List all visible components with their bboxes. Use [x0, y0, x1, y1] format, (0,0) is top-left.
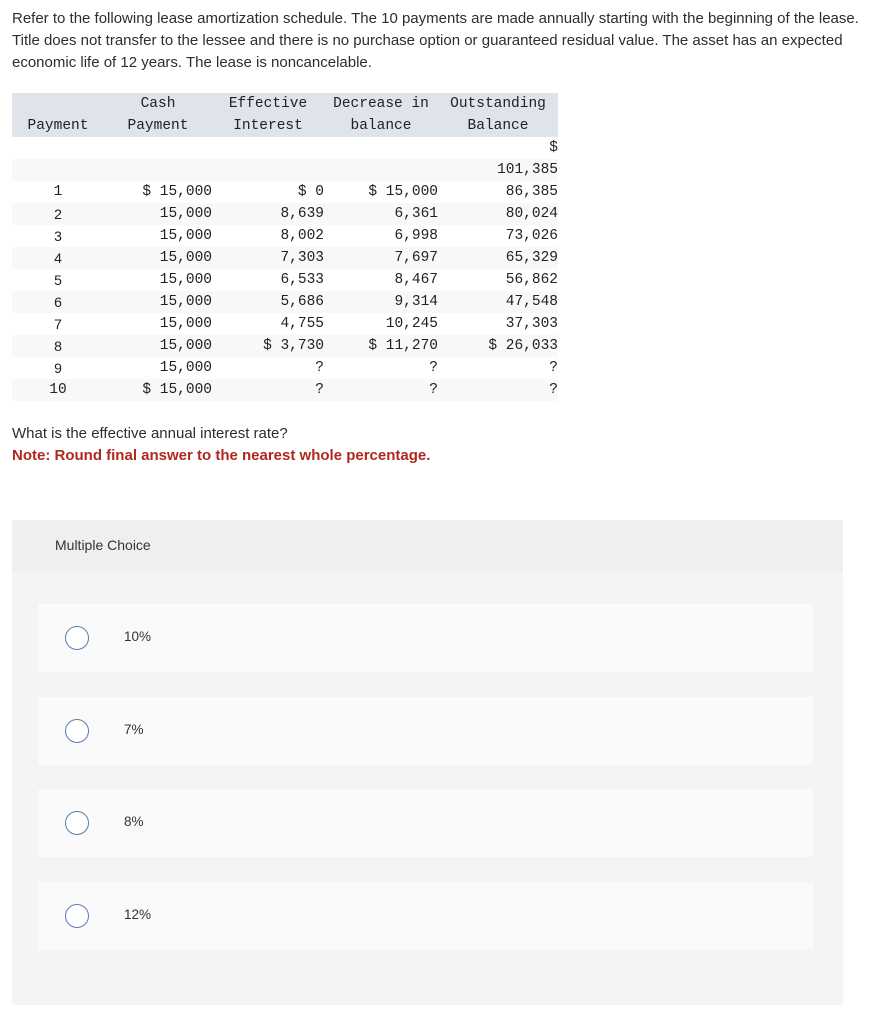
cell-cash: 15,000	[159, 206, 212, 222]
cell-interest: ?	[315, 382, 324, 398]
table-row	[12, 269, 558, 291]
cell-balance: 73,026	[505, 228, 558, 244]
cell-balance: 86,385	[505, 184, 558, 200]
cell-interest: $ 0	[297, 184, 324, 200]
cell-payment: 4	[54, 250, 62, 266]
cell-interest: $ 3,730	[263, 338, 324, 354]
choice-option-3[interactable]	[38, 789, 813, 857]
choice-option-4[interactable]	[38, 882, 813, 950]
table-row	[12, 335, 558, 357]
multiple-choice-title: Multiple Choice	[55, 537, 151, 553]
cell-payment: 6	[54, 294, 62, 310]
cell-balance: 101,385	[497, 162, 558, 178]
header-balance-line2: Balance	[467, 118, 529, 134]
radio-button[interactable]	[65, 719, 89, 743]
header-interest-line1: Effective	[228, 96, 308, 112]
cell-decrease: 7,697	[394, 250, 438, 266]
cell-interest: 8,639	[280, 206, 324, 222]
cell-payment: 9	[54, 360, 62, 376]
cell-cash	[104, 137, 212, 159]
cell-decrease: $ 11,270	[368, 338, 438, 354]
cell-balance: 37,303	[505, 316, 558, 332]
table-row	[12, 357, 558, 379]
choice-label: 7%	[124, 722, 144, 737]
cell-interest: 7,303	[280, 250, 324, 266]
cell-balance: 80,024	[505, 206, 558, 222]
table-row	[12, 203, 558, 225]
cell-cash: $ 15,000	[142, 184, 212, 200]
choice-option-2[interactable]	[38, 697, 813, 765]
cell-interest	[212, 159, 324, 181]
table-row	[12, 225, 558, 247]
table-row	[12, 137, 558, 159]
cell-decrease: ?	[429, 360, 438, 376]
header-interest-line2: Interest	[233, 118, 303, 134]
cell-cash: 15,000	[159, 294, 212, 310]
radio-button[interactable]	[65, 626, 89, 650]
cell-payment: 3	[54, 228, 62, 244]
multiple-choice-header	[12, 520, 843, 571]
table-row	[12, 181, 558, 203]
cell-interest: 4,755	[280, 316, 324, 332]
choice-option-1[interactable]	[38, 604, 813, 672]
rounding-note: Note: Round final answer to the nearest whole percentage.	[12, 447, 431, 464]
cell-cash: 15,000	[159, 272, 212, 288]
cell-payment: 5	[54, 272, 62, 288]
cell-payment	[12, 159, 104, 181]
cell-cash: 15,000	[159, 360, 212, 376]
cell-cash: 15,000	[159, 250, 212, 266]
cell-cash: $ 15,000	[142, 382, 212, 398]
header-payment-line1	[12, 93, 104, 115]
cell-cash: 15,000	[159, 316, 212, 332]
cell-balance: 65,329	[505, 250, 558, 266]
schedule-body	[12, 137, 558, 401]
cell-decrease	[324, 137, 438, 159]
choice-label: 10%	[124, 629, 152, 644]
cell-decrease: 6,998	[394, 228, 438, 244]
cell-balance: ?	[549, 360, 558, 376]
cell-balance: ?	[549, 382, 558, 398]
cell-decrease: 9,314	[394, 294, 438, 310]
table-row	[12, 159, 558, 181]
table-header-row-1	[12, 93, 558, 115]
header-payment-line2: Payment	[27, 118, 89, 134]
cell-payment: 2	[54, 206, 62, 222]
cell-cash: 15,000	[159, 228, 212, 244]
header-cash-line1: Cash	[140, 96, 176, 112]
radio-button[interactable]	[65, 904, 89, 928]
cell-decrease	[324, 159, 438, 181]
cell-interest: ?	[315, 360, 324, 376]
cell-decrease: 6,361	[394, 206, 438, 222]
choice-label: 12%	[124, 907, 152, 922]
header-balance-line1: Outstanding	[450, 96, 546, 112]
cell-decrease: ?	[429, 382, 438, 398]
cell-cash: 15,000	[159, 338, 212, 354]
table-row	[12, 379, 558, 401]
cell-cash	[104, 159, 212, 181]
cell-payment: 1	[53, 184, 63, 200]
header-cash-line2: Payment	[127, 118, 189, 134]
cell-balance: 47,548	[505, 294, 558, 310]
cell-balance: $	[549, 140, 558, 156]
choice-label: 8%	[124, 814, 144, 829]
cell-decrease: $ 15,000	[368, 184, 438, 200]
cell-payment: 8	[54, 338, 62, 354]
header-decrease-line2: balance	[350, 118, 412, 134]
table-row	[12, 291, 558, 313]
table-row	[12, 247, 558, 269]
table-header-row-2	[12, 115, 558, 137]
cell-decrease: 8,467	[394, 272, 438, 288]
amortization-schedule-table	[12, 93, 558, 401]
radio-button[interactable]	[65, 811, 89, 835]
cell-interest	[212, 137, 324, 159]
cell-payment: 7	[54, 316, 62, 332]
cell-balance: 56,862	[505, 272, 558, 288]
cell-decrease: 10,245	[385, 316, 438, 332]
cell-interest: 8,002	[280, 228, 324, 244]
question-text: What is the effective annual interest rate?	[12, 425, 288, 442]
header-decrease-line1: Decrease in	[333, 96, 429, 112]
cell-interest: 6,533	[280, 272, 324, 288]
cell-balance: $ 26,033	[488, 338, 558, 354]
question-intro: Refer to the following lease amortization schedule. The 10 payments are made annually starting with the beginning of the lease. Title does not transfer to the lessee and there is no purchase option or guaranteed residual value. The asset has an expected economic life of 12 years. The lease is noncancelable.	[12, 10, 859, 71]
cell-interest: 5,686	[280, 294, 324, 310]
table-row	[12, 313, 558, 335]
multiple-choice-panel	[12, 520, 843, 1005]
cell-payment: 10	[49, 382, 67, 398]
cell-payment	[12, 137, 104, 159]
